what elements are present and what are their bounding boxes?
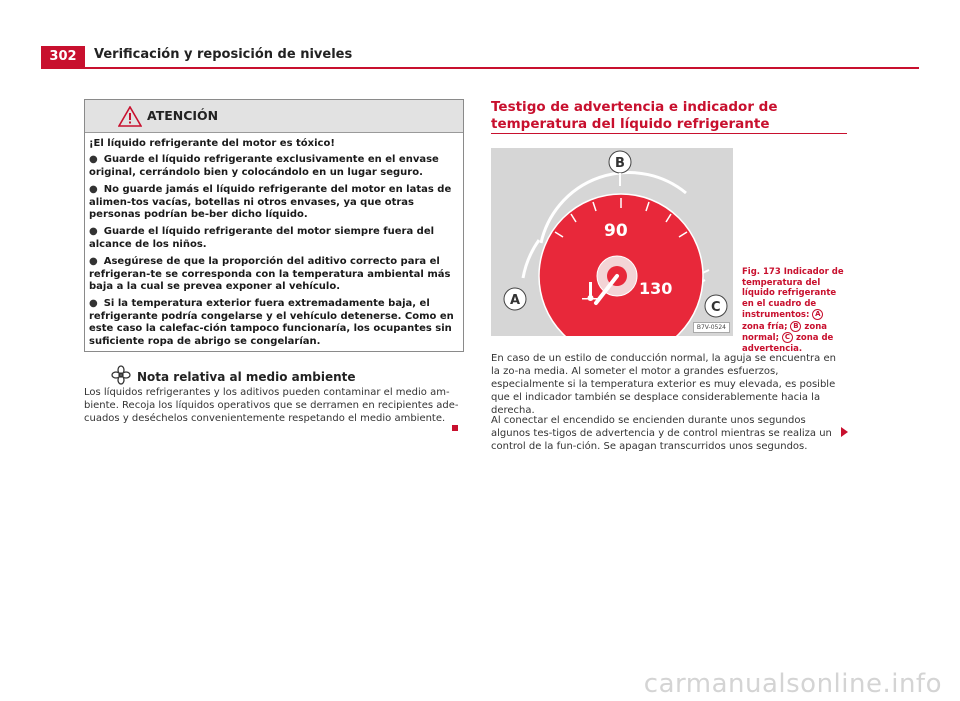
section-title: Testigo de advertencia e indicador de temperatura del líquido refrigerante — [491, 99, 778, 132]
watermark: carmanualsonline.info — [643, 669, 942, 699]
environment-note-title: Nota relativa al medio ambiente — [137, 370, 356, 384]
marker-b-label: B — [615, 156, 625, 171]
bullet: ● — [89, 256, 98, 268]
bullet: ● — [89, 226, 98, 238]
warning-item — [89, 226, 459, 251]
warning-item — [89, 256, 459, 293]
caption-c-text: zona de advertencia. — [742, 333, 834, 354]
bullet: ● — [89, 154, 98, 166]
warning-item — [89, 298, 459, 348]
figure-code: B7V-0524 — [693, 322, 730, 333]
warning-box — [84, 99, 464, 352]
figure-caption — [742, 267, 848, 354]
page-number: 302 — [41, 46, 85, 67]
environment-flower-icon — [111, 365, 131, 385]
warning-lead: ¡El líquido refrigerante del motor es tóxico! — [89, 138, 335, 149]
section-end-marker — [452, 425, 458, 431]
gauge-label-90: 90 — [604, 221, 628, 241]
warning-item-text: Si la temperatura exterior fuera extremadamente baja, el refrigerante podría congelarse y el vehículo detenerse. Como en este caso la calefac-ción tampoco funcionaría, los ocupantes sin suficiente ropa de abrigo se congelarían. — [89, 298, 454, 347]
warning-triangle-icon — [118, 106, 142, 127]
caption-prefix: Fig. 173 Indicador de temperatura del líquido refrigerante en el cuadro de instrumentos: — [742, 267, 844, 320]
continue-arrow-icon — [841, 427, 848, 437]
warning-title: ATENCIÓN — [147, 108, 219, 123]
gauge-label-130: 130 — [639, 279, 673, 298]
warning-item-text: No guarde jamás el líquido refrigerante del motor en latas de alimen-tos vacías, botellas ni otros envases, ya que otras personas podrían be-ber dicho líquido. — [89, 184, 452, 221]
marker-c-label: C — [711, 300, 721, 315]
warning-item-text: Guarde el líquido refrigerante exclusivamente en el envase original, cerrándolo bien y colocándolo en un lugar seguro. — [89, 154, 439, 178]
bullet: ● — [89, 184, 98, 196]
warning-item-text: Guarde el líquido refrigerante del motor siempre fuera del alcance de los niños. — [89, 226, 435, 250]
gauge-illustration — [491, 148, 733, 336]
section-rule — [491, 133, 847, 134]
warning-item — [89, 184, 459, 221]
body-paragraph-1: En caso de un estilo de conducción normal, la aguja se encuentra en la zo-na media. Al someter el motor a grandes esfuerzos, especialmente si la temperatura exterior es muy elevada, es posible que el indicador también se desplace considerablemente hacia la derecha. — [491, 353, 836, 416]
gauge-figure — [491, 148, 733, 336]
caption-marker-b: B — [790, 321, 801, 332]
header-rule — [41, 67, 919, 69]
zone-a-arc — [523, 240, 539, 278]
caption-a-text: zona fría; — [742, 321, 788, 332]
caption-marker-c: C — [782, 332, 793, 343]
marker-a-label: A — [510, 293, 521, 308]
warning-item — [89, 154, 459, 179]
bullet: ● — [89, 298, 98, 310]
caption-b-text: zona normal; — [742, 321, 827, 343]
warning-body — [85, 133, 463, 348]
warning-item-text: Asegúrese de que la proporción del aditivo correcto para el refrigeran-te se corresponda con la temperatura ambiental más baja a la cual se prevea exponer al vehículo. — [89, 256, 451, 293]
header-title: Verificación y reposición de niveles — [94, 47, 353, 62]
caption-marker-a: A — [812, 309, 823, 320]
warning-header — [85, 100, 463, 133]
environment-note-text: Los líquidos refrigerantes y los aditivos pueden contaminar el medio am-biente. Recoja los líquidos operativos que se derramen en recipientes ade-cuados y deséchelos convenientemente respetando el medio ambiente. — [84, 387, 459, 424]
body-paragraph-2: Al conectar el encendido se encienden durante unos segundos algunos tes-tigos de advertencia y de control mientras se realiza un control de la fun-ción. Se apagan transcurridos unos segundos. — [491, 415, 832, 452]
